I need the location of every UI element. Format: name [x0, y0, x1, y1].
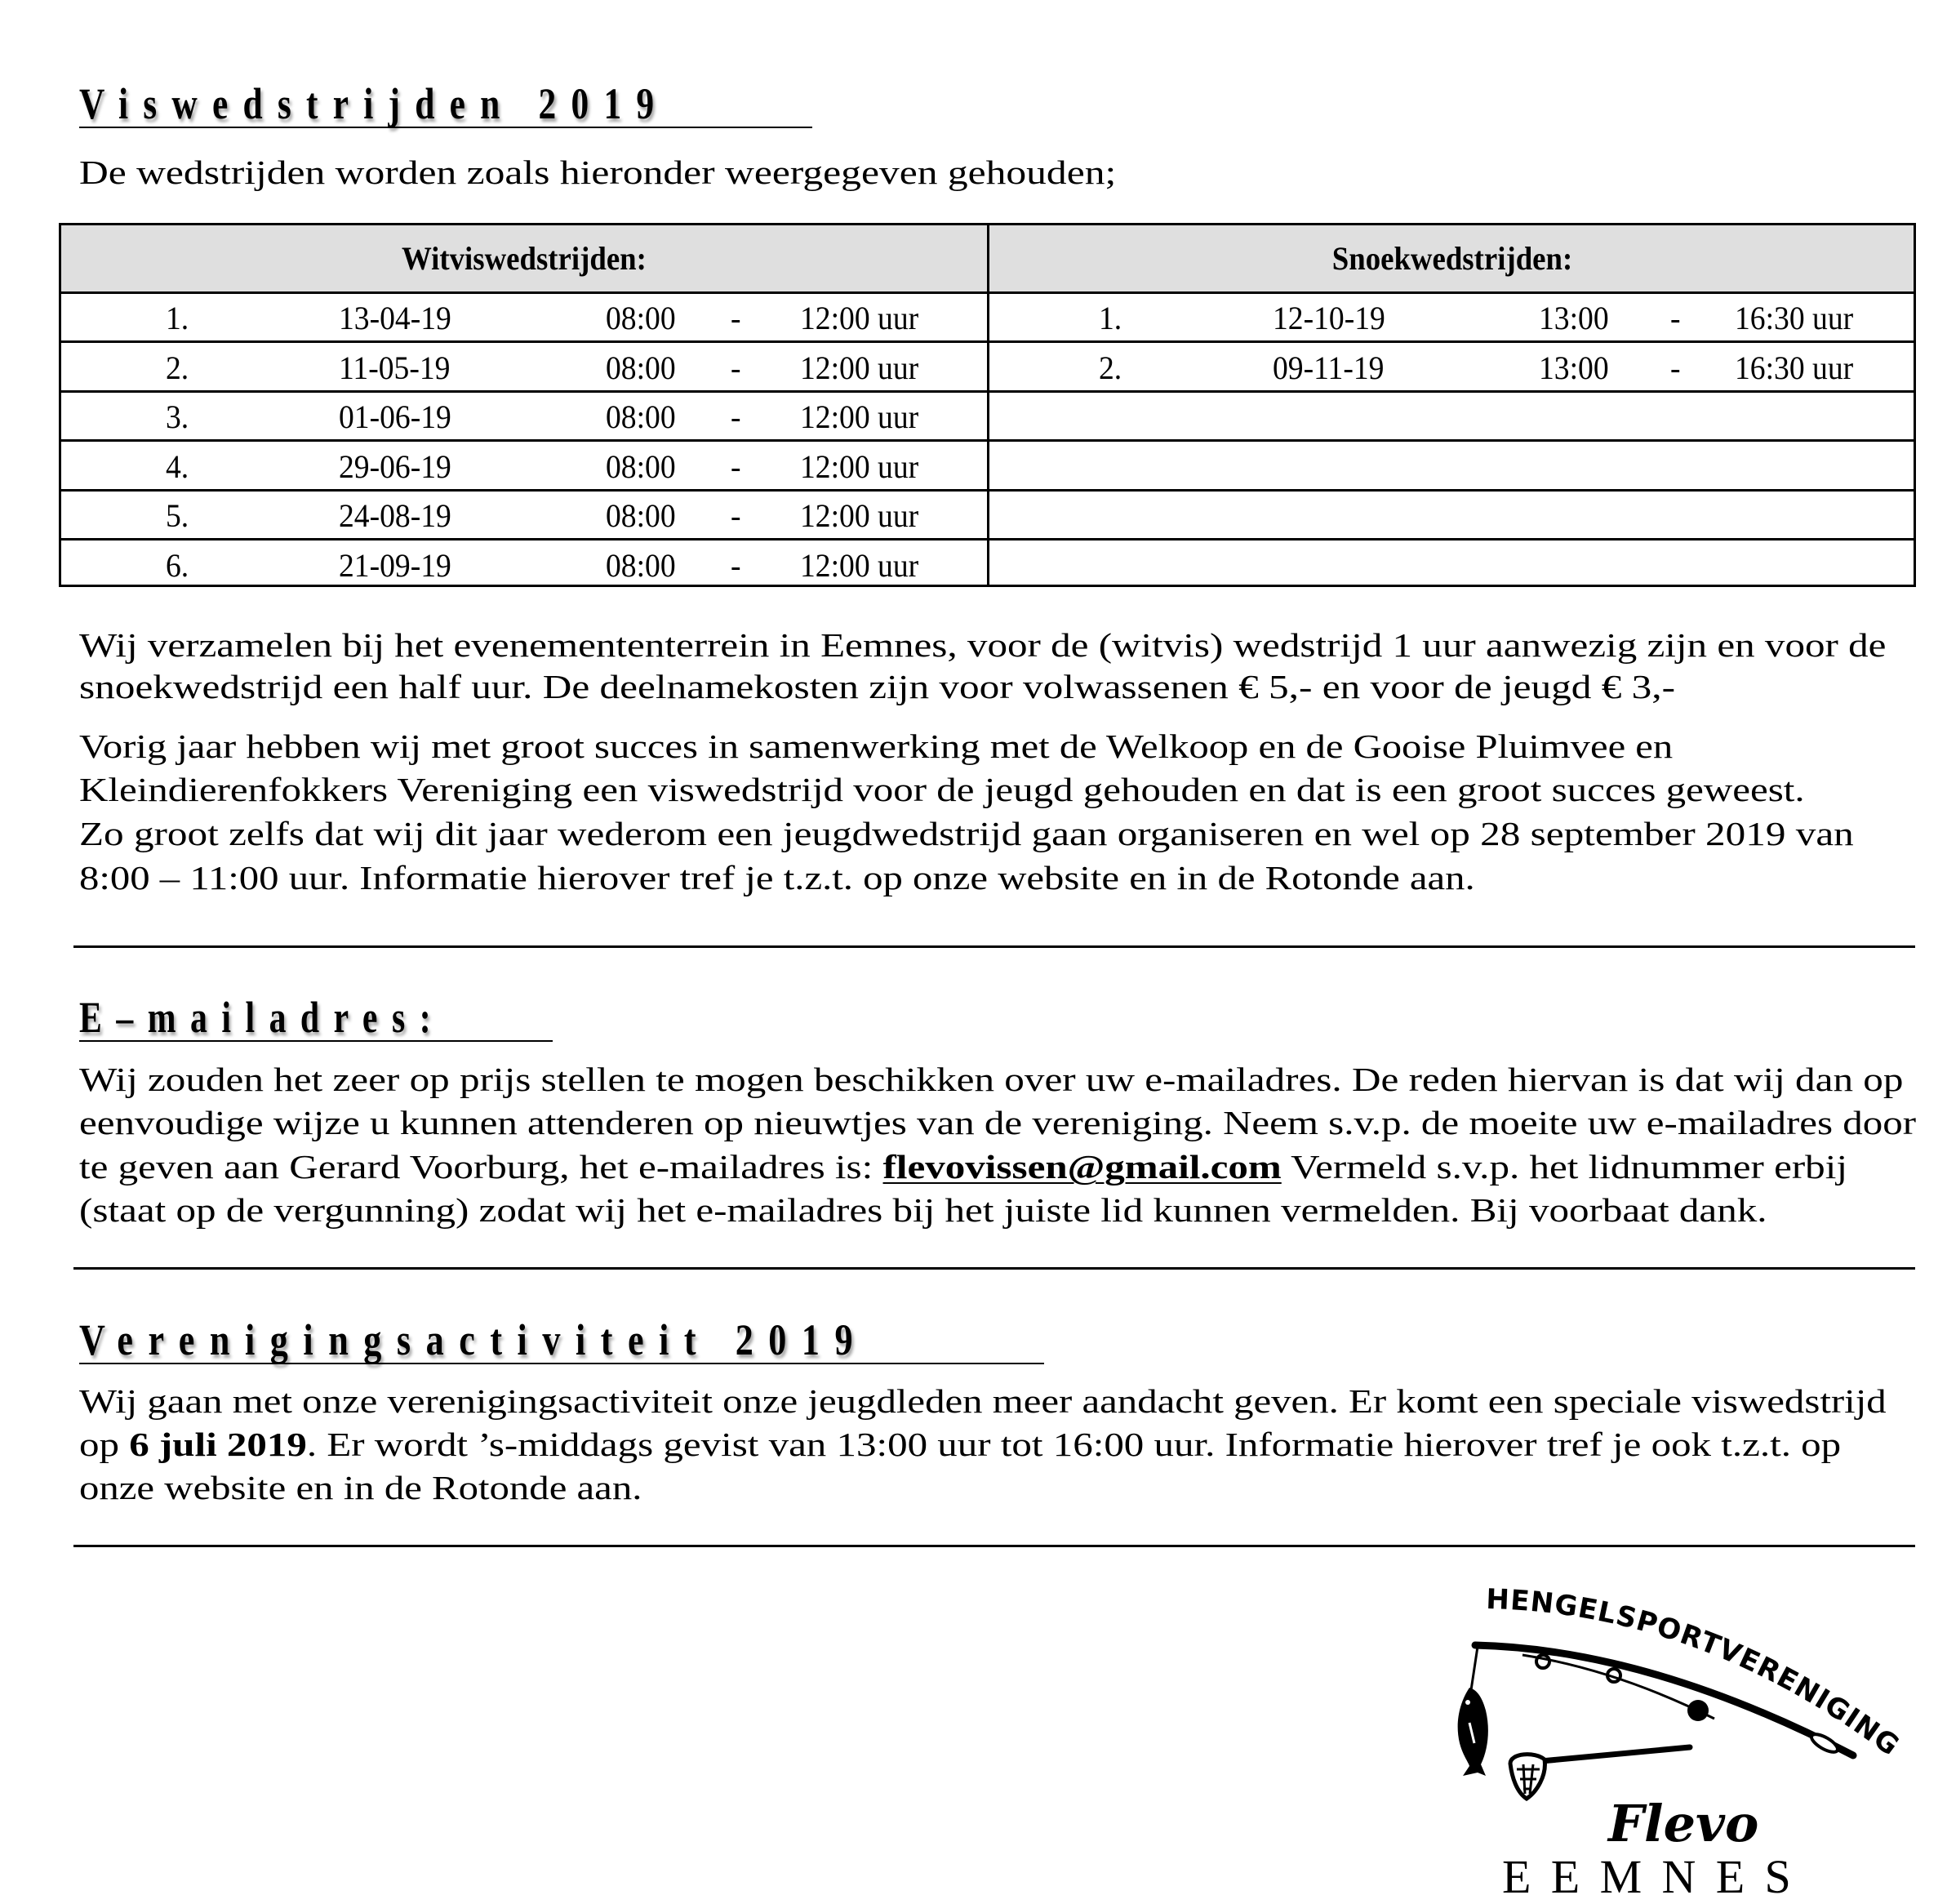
witvis-cell-start: [606, 539, 680, 588]
fish-icon: [1458, 1688, 1488, 1776]
witvis-cell-start: [606, 341, 680, 390]
witvis-cell-start: [606, 291, 680, 340]
divider-rule: [73, 945, 1915, 948]
witvis-end-text: 12:00 uur: [800, 546, 919, 584]
snoek-cell-end: [1735, 341, 1860, 390]
logo-arc-text: HENGELSPORTVERENIGING: [1485, 1582, 1906, 1763]
witvis-date-text: 01-06-19: [339, 398, 451, 435]
paragraph-line: Kleindierenfokkers Vereniging een viswedstrijd voor de jeugd gehouden en dat is een groot succes geweest.: [79, 771, 1805, 808]
witvis-sep-text: -: [731, 546, 741, 584]
witvis-date-text: 29-06-19: [339, 447, 451, 485]
witvis-cell-date: [339, 440, 459, 489]
paragraph-line: (staat op de vergunning) zodat wij het e-mailadres bij het juiste lid kunnen vermelden. Bij voorbaat dank.: [79, 1191, 1767, 1229]
witvis-cell-sep: [731, 390, 741, 439]
witvis-cell-end: [800, 341, 926, 390]
witvis-date-text: 24-08-19: [339, 497, 451, 534]
witvis-cell-end: [800, 291, 926, 340]
activity-text: . Er wordt ’s-middags gevist van 13:00 uur tot 16:00 uur. Informatie hierover tref je ook t.z.t. op: [306, 1426, 1842, 1463]
snoek-cell-end: [1735, 291, 1860, 340]
witvis-cell-date: [339, 489, 459, 538]
witvis-sep-text: -: [731, 447, 741, 485]
section-title-text: E–mailadres:: [79, 993, 446, 1042]
logo-script-text: Flevo: [1608, 1794, 1759, 1853]
section-title-viswedstrijden: [79, 79, 812, 128]
witvis-cell-end: [800, 489, 926, 538]
witvis-cell-sep: [731, 489, 741, 538]
landing-net-icon: [1510, 1747, 1690, 1799]
intro-text: De wedstrijden worden zoals hieronder weergegeven gehouden;: [79, 153, 1117, 191]
snoek-cell-num: [1099, 341, 1123, 390]
snoek-cell-start: [1539, 341, 1613, 390]
witvis-end-text: 12:00 uur: [800, 497, 919, 534]
witvis-sep-text: -: [731, 398, 741, 435]
witvis-cell-date: [339, 539, 459, 588]
email-line-text: Vermeld s.v.p. het lidnummer erbij: [1281, 1148, 1847, 1186]
schedule-table: [59, 223, 1916, 587]
header-snoek-label: Snoekwedstrijden:: [1332, 240, 1573, 277]
witvis-num-text: 3.: [166, 398, 189, 435]
witvis-cell-sep: [731, 440, 741, 489]
logo-place-name: EEMNES: [1502, 1850, 1811, 1903]
snoek-cell-date: [1273, 341, 1391, 390]
paragraph-line: onze website en in de Rotonde aan.: [79, 1469, 642, 1506]
email-line-text: te geven aan Gerard Voorburg, het e-mailadres is:: [79, 1148, 883, 1186]
witvis-cell-end: [800, 390, 926, 439]
witvis-start-text: 08:00: [606, 497, 676, 534]
section-title-activiteit: [79, 1315, 1044, 1364]
witvis-cell-date: [339, 341, 457, 390]
witvis-cell-start: [606, 390, 680, 439]
section-title-text: Viswedstrijden 2019: [79, 79, 669, 128]
witvis-end-text: 12:00 uur: [800, 349, 919, 386]
snoek-start-text: 13:00: [1539, 349, 1609, 386]
activity-date: 6 juli 2019: [129, 1426, 307, 1463]
club-logo: [1445, 1580, 1927, 1903]
witvis-sep-text: -: [731, 497, 741, 534]
witvis-cell-start: [606, 440, 680, 489]
snoek-end-text: 16:30 uur: [1735, 349, 1854, 386]
witvis-cell-sep: [731, 341, 741, 390]
witvis-cell-num: [166, 390, 190, 439]
witvis-start-text: 08:00: [606, 398, 676, 435]
witvis-cell-num: [166, 489, 190, 538]
snoek-date-text: 09-11-19: [1273, 349, 1385, 386]
snoek-sep-text: -: [1670, 300, 1681, 336]
snoek-cell-num: [1099, 291, 1123, 340]
snoek-num-text: 1.: [1099, 300, 1122, 336]
section-title-text: Verenigingsactiviteit 2019: [79, 1315, 869, 1364]
paragraph-line: Zo groot zelfs dat wij dit jaar wederom een jeugdwedstrijd gaan organiseren en wel op 28 september 2019 van: [79, 815, 1854, 852]
witvis-start-text: 08:00: [606, 546, 676, 584]
header-witvis-label: Witviswedstrijden:: [402, 240, 647, 277]
witvis-start-text: 08:00: [606, 300, 676, 336]
header-witvis: [61, 225, 987, 291]
witvis-date-text: 21-09-19: [339, 546, 451, 584]
logo-graphic: [1445, 1580, 1927, 1894]
witvis-start-text: 08:00: [606, 447, 676, 485]
witvis-num-text: 4.: [166, 447, 189, 485]
paragraph-line: 8:00 – 11:00 uur. Informatie hierover tref je t.z.t. op onze website en in de Rotonde aan.: [79, 859, 1475, 896]
witvis-cell-start: [606, 489, 680, 538]
header-snoek: [989, 225, 1916, 291]
witvis-sep-text: -: [731, 300, 741, 336]
divider-rule: [73, 1267, 1915, 1270]
activity-text: op: [79, 1426, 130, 1463]
witvis-num-text: 1.: [166, 300, 189, 336]
witvis-cell-end: [800, 440, 926, 489]
witvis-cell-date: [339, 390, 459, 439]
snoek-end-text: 16:30 uur: [1735, 300, 1854, 336]
snoek-date-text: 12-10-19: [1273, 300, 1385, 336]
witvis-cell-num: [166, 539, 190, 588]
snoek-num-text: 2.: [1099, 349, 1122, 386]
witvis-cell-num: [166, 341, 190, 390]
witvis-end-text: 12:00 uur: [800, 447, 919, 485]
paragraph-line: eenvoudige wijze u kunnen attenderen op nieuwtjes van de vereniging. Neem s.v.p. de moeite uw e-mailadres door: [79, 1104, 1916, 1141]
snoek-sep-text: -: [1670, 349, 1681, 386]
witvis-cell-num: [166, 291, 190, 340]
witvis-cell-sep: [731, 539, 741, 588]
snoek-start-text: 13:00: [1539, 300, 1609, 336]
snoek-cell-date: [1273, 291, 1393, 340]
witvis-sep-text: -: [731, 349, 741, 386]
paragraph-line: [79, 1428, 1841, 1461]
witvis-date-text: 13-04-19: [339, 300, 451, 336]
witvis-num-text: 6.: [166, 546, 189, 584]
witvis-cell-sep: [731, 291, 741, 340]
witvis-num-text: 5.: [166, 497, 189, 534]
witvis-cell-end: [800, 539, 926, 588]
email-address-link[interactable]: flevovissen@gmail.com: [882, 1148, 1282, 1186]
section-title-email: [79, 995, 553, 1042]
paragraph-line: Wij zouden het zeer op prijs stellen te mogen beschikken over uw e-mailadres. De reden hiervan is dat wij dan op: [79, 1061, 1904, 1098]
witvis-start-text: 08:00: [606, 349, 676, 386]
snoek-cell-sep: [1670, 341, 1681, 390]
divider-rule: [73, 1545, 1915, 1547]
paragraph-line-with-email: [79, 1150, 1847, 1184]
witvis-end-text: 12:00 uur: [800, 398, 919, 435]
witvis-cell-date: [339, 291, 459, 340]
snoek-cell-sep: [1670, 291, 1681, 340]
paragraph-line: Vorig jaar hebben wij met groot succes in samenwerking met de Welkoop en de Gooise Pluimvee en: [79, 727, 1674, 765]
paragraph-line: Wij gaan met onze verenigingsactiviteit onze jeugdleden meer aandacht geven. Er komt een speciale viswedstrijd: [79, 1382, 1887, 1420]
witvis-end-text: 12:00 uur: [800, 300, 919, 336]
snoek-cell-start: [1539, 291, 1613, 340]
paragraph-line: Wij verzamelen bij het evenemententerrein in Eemnes, voor de (witvis) wedstrijd 1 uur aanwezig zijn en voor de: [79, 626, 1887, 664]
paragraph-line: snoekwedstrijd een half uur. De deelnamekosten zijn voor volwassenen € 5,- en voor de jeugd € 3,-: [79, 668, 1676, 705]
witvis-cell-num: [166, 440, 190, 489]
column-divider: [987, 225, 989, 585]
witvis-num-text: 2.: [166, 349, 189, 386]
witvis-date-text: 11-05-19: [339, 349, 451, 386]
